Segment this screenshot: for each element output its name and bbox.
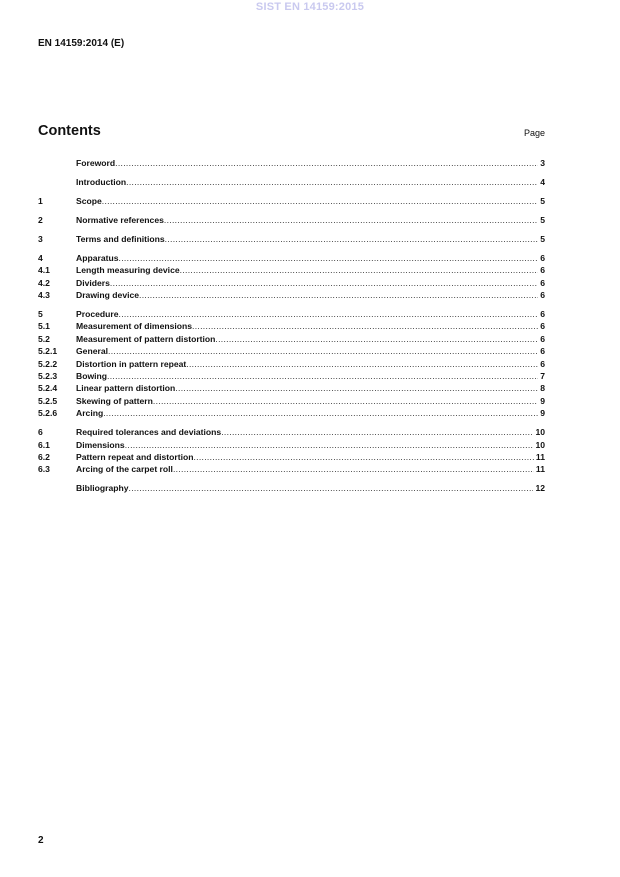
toc-entry-page: 10 [535,439,545,450]
dot-leader [193,451,533,463]
toc-entry-title: Linear pattern distortion [76,383,176,394]
page-number: 2 [38,835,44,846]
toc-entry-title: Scope [76,195,102,206]
toc-entry-title: Arcing of the carpet roll [76,464,173,475]
toc-entry[interactable] [38,214,545,226]
toc-entry[interactable] [38,463,545,475]
toc-entry-page: 9 [540,408,545,419]
toc-entry-page: 8 [540,383,545,394]
toc-entry-title: Measurement of pattern distortion [76,333,216,344]
toc-entry-number: 5.2.5 [38,395,58,406]
toc-group [38,214,545,226]
dot-leader [103,407,538,419]
toc-entry-page: 6 [540,346,545,357]
toc-entry[interactable] [38,333,545,345]
toc-entry-page: 3 [540,158,545,168]
toc-entry[interactable] [38,195,545,207]
toc-entry-page: 6 [540,358,545,369]
toc-entry-number: 6.2 [38,451,50,462]
toc-entry-number: 4.3 [38,290,50,301]
toc-entry-title: Terms and definitions [76,233,165,244]
dot-leader [186,358,538,370]
dot-leader [110,277,538,289]
toc-entry-title: Arcing [76,408,104,419]
toc-entry-page: 11 [535,464,545,475]
toc-entry-page: 6 [540,309,545,320]
toc-entry-number: 5.2.2 [38,358,58,369]
dot-leader [129,482,534,494]
toc-entry-page: 6 [540,252,545,263]
toc-entry-number: 4 [38,252,43,263]
document-id: EN 14159:2014 (E) [38,38,125,49]
toc-entry-title: Bibliography [76,483,129,494]
toc-entry-title: Dimensions [76,439,125,450]
toc-entry[interactable] [38,426,545,438]
toc-entry-page: 10 [535,427,545,438]
contents-heading: Contents [38,123,101,139]
toc-entry-title: Introduction [76,176,127,187]
toc-entry[interactable] [38,176,545,188]
toc-entry-title: Distortion in pattern repeat [76,358,187,369]
toc-group [38,195,545,207]
toc-entry-page: 5 [540,214,545,225]
toc-entry-page: 6 [540,321,545,332]
toc-entry-title: Skewing of pattern [76,395,153,406]
toc-entry-page: 11 [535,451,545,462]
toc-group [38,426,545,476]
dot-leader [119,308,539,320]
toc-entry[interactable] [38,157,545,169]
toc-entry-title: Bowing [76,371,108,382]
page-column-label: Page [523,128,545,138]
toc-entry-page: 9 [540,395,545,406]
toc-entry[interactable] [38,395,545,407]
toc-entry-number: 4.2 [38,277,50,288]
toc-entry-page: 12 [535,483,545,494]
toc-entry-title: Apparatus [76,252,119,263]
dot-leader [175,382,538,394]
dot-leader [192,320,538,332]
toc-entry-number: 5.2.1 [38,346,58,357]
toc-entry-number: 6.1 [38,439,50,450]
toc-entry-number [38,157,76,169]
toc-entry-page: 4 [540,176,545,187]
dot-leader [173,463,534,475]
toc-entry[interactable] [38,358,545,370]
toc-entry-number: 5 [38,309,43,320]
toc-entry-page: 7 [540,371,545,382]
toc-entry-title: Measurement of dimensions [76,321,193,332]
toc-entry-number: 2 [38,214,43,225]
dot-leader [126,176,538,188]
toc-entry-title: Normative references [76,214,164,225]
dot-leader [215,333,538,345]
toc-entry-title: Drawing device [76,290,140,301]
toc-entry-number: 5.2.6 [38,408,58,419]
toc-entry[interactable] [38,451,545,463]
toc-entry-title: Required tolerances and deviations [76,427,222,438]
toc-entry-number: 6 [38,427,43,438]
toc-entry-number: 4.1 [38,265,50,276]
toc-entry[interactable] [38,482,545,494]
toc-group [38,157,545,169]
dot-leader [180,264,539,276]
toc-group [38,252,545,302]
toc-entry-title: Dividers [76,277,110,288]
dot-leader [102,195,538,207]
toc-entry-number: 5.2 [38,333,50,344]
toc-group [38,308,545,420]
toc-entry[interactable] [38,277,545,289]
toc-entry-number [38,482,76,494]
toc-entry-page: 6 [540,333,545,344]
toc-entry-page: 5 [540,195,545,206]
toc-entry[interactable] [38,382,545,394]
toc-entry[interactable] [38,264,545,276]
toc-entry-number: 6.3 [38,464,50,475]
dot-leader [153,395,538,407]
toc-entry[interactable] [38,345,545,357]
toc-entry-page: 5 [540,233,545,244]
toc-entry-title: Length measuring device [76,265,180,276]
dot-leader [139,289,538,301]
toc-entry-page: 6 [540,277,545,288]
toc-entry-number: 5.2.4 [38,383,58,394]
toc-entry-page: 6 [540,265,545,276]
toc-group [38,233,545,245]
watermark: SIST EN 14159:2015 [255,1,365,13]
toc-entry-title: Foreword [76,158,116,168]
dot-leader [164,214,538,226]
toc-entry[interactable] [38,320,545,332]
toc-entry[interactable] [38,233,545,245]
toc-entry-title: Procedure [76,309,119,320]
toc-entry[interactable] [38,370,545,382]
toc-entry-page: 6 [540,290,545,301]
dot-leader [107,370,538,382]
toc-entry[interactable] [38,252,545,264]
toc-entry-number: 5.2.3 [38,371,58,382]
toc-entry[interactable] [38,439,545,451]
toc-entry-number: 3 [38,233,43,244]
dot-leader [165,233,539,245]
toc-entry[interactable] [38,308,545,320]
dot-leader [115,157,538,169]
toc-entry-number: 5.1 [38,321,50,332]
toc-entry-number [38,176,76,188]
toc-entry-title: Pattern repeat and distortion [76,451,194,462]
dot-leader [119,252,539,264]
dot-leader [108,345,538,357]
toc-group [38,176,545,188]
dot-leader [125,439,534,451]
dot-leader [221,426,533,438]
toc-entry[interactable] [38,407,545,419]
table-of-contents [38,157,545,501]
toc-group [38,482,545,494]
toc-entry-title: General [76,346,109,357]
toc-entry[interactable] [38,289,545,301]
toc-entry-number: 1 [38,195,43,206]
